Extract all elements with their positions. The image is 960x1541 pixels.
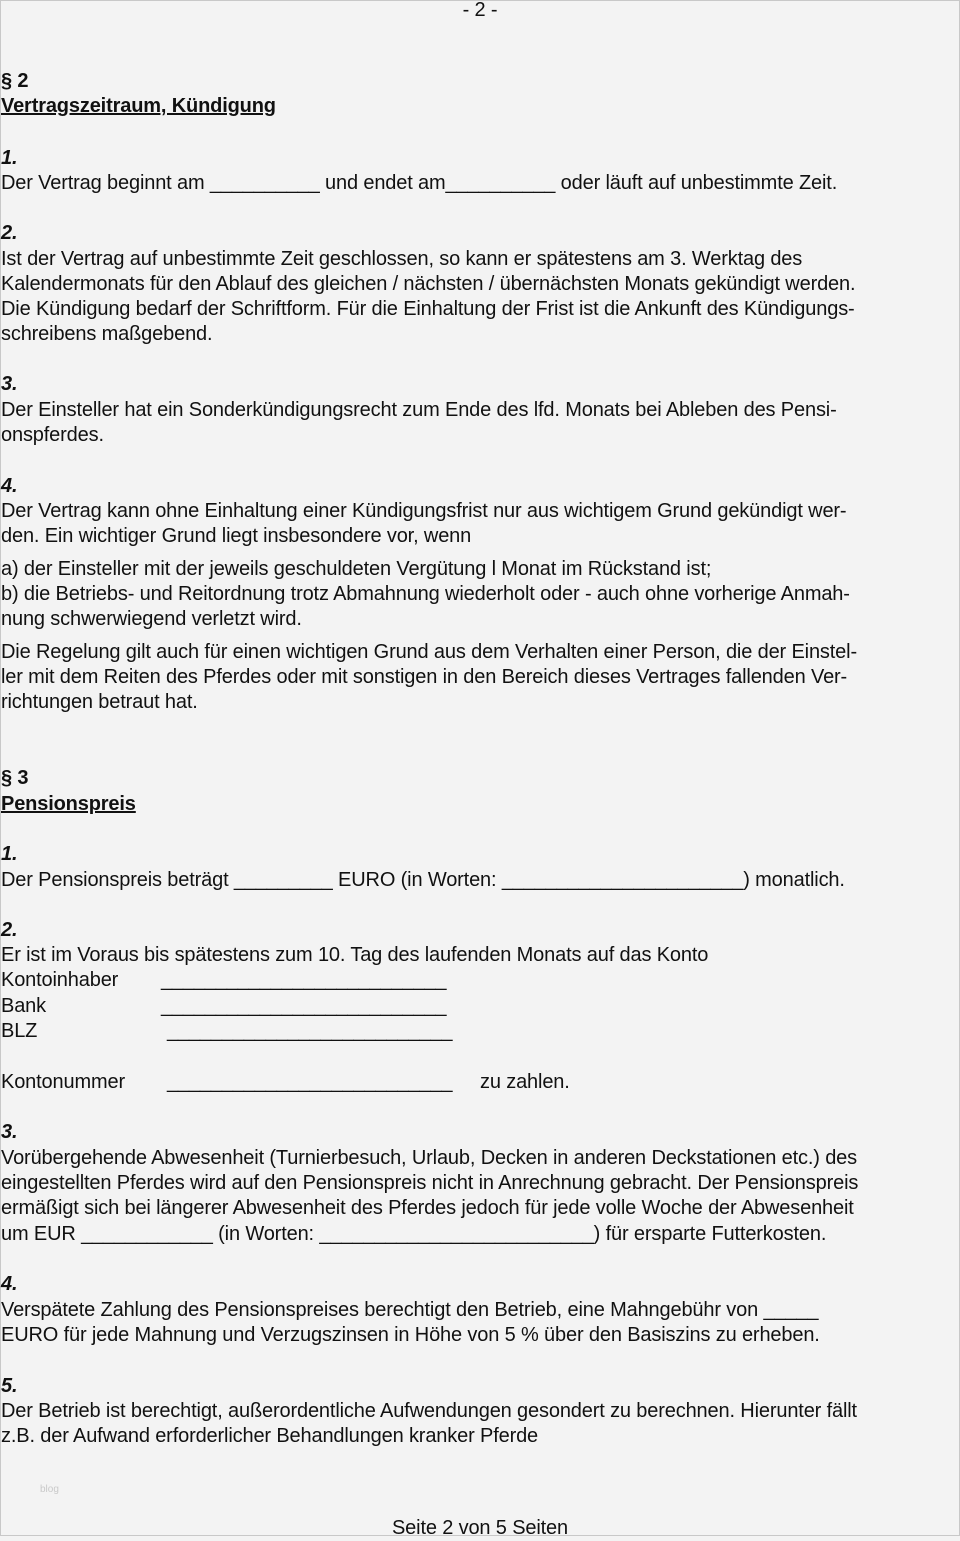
field-label-blz: BLZ bbox=[1, 1020, 38, 1042]
text-line: ermäßigt sich bei längerer Abwesenheit des Pferdes jedoch für jede volle Woche der Abwesenheit bbox=[1, 1197, 854, 1219]
text-line: Der Pensionspreis beträgt _________ EURO (in Worten: ______________________) monatlich. bbox=[1, 869, 845, 891]
text-line: Verspätete Zahlung des Pensionspreises berechtigt den Betrieb, eine Mahngebühr von _____ bbox=[1, 1299, 819, 1321]
page-footer: Seite 2 von 5 Seiten bbox=[391, 1517, 568, 1539]
section-number: § 3 bbox=[1, 767, 29, 789]
text-line: onspferdes. bbox=[1, 424, 104, 446]
text-line: Die Regelung gilt auch für einen wichtigen Grund aus dem Verhalten einer Person, die der Einstel- bbox=[1, 641, 857, 663]
field-label-kontonummer: Kontonummer bbox=[1, 1071, 125, 1093]
field-blank-blz: __________________________ bbox=[167, 1020, 453, 1042]
text-line: Der Einsteller hat ein Sonderkündigungsrecht zum Ende des lfd. Monats bei Ableben des Pensi- bbox=[1, 399, 837, 421]
field-blank-bank: __________________________ bbox=[161, 995, 447, 1017]
paragraph-number: 5. bbox=[1, 1375, 18, 1397]
text-line: z.B. der Aufwand erforderlicher Behandlungen kranker Pferde bbox=[1, 1425, 539, 1447]
paragraph-number: 4. bbox=[1, 475, 18, 497]
section-number: § 2 bbox=[1, 70, 29, 92]
field-blank-kontoinhaber: __________________________ bbox=[161, 969, 447, 991]
paragraph-number: 2. bbox=[1, 222, 18, 244]
text-line: Ist der Vertrag auf unbestimmte Zeit geschlossen, so kann er spätestens am 3. Werktag des bbox=[1, 248, 803, 270]
field-label-bank: Bank bbox=[1, 995, 46, 1017]
paragraph-number: 2. bbox=[1, 919, 18, 941]
paragraph-number: 1. bbox=[1, 147, 18, 169]
text-line: Der Betrieb ist berechtigt, außerordentliche Aufwendungen gesondert zu berechnen. Hierunter fällt bbox=[1, 1400, 857, 1422]
page-header: - 2 - bbox=[462, 0, 498, 21]
text-line: Vorübergehende Abwesenheit (Turnierbesuch, Urlaub, Decken in anderen Deckstationen etc.) des bbox=[1, 1147, 857, 1169]
field-suffix: zu zahlen. bbox=[480, 1071, 570, 1093]
paragraph-number: 3. bbox=[1, 373, 18, 395]
text-line: um EUR ____________ (in Worten: _________________________) für ersparte Futterkosten. bbox=[1, 1223, 827, 1245]
section-title: Pensionspreis bbox=[1, 793, 136, 815]
text-line: Kalendermonats für den Ablauf des gleichen / nächsten / übernächsten Monats gekündigt werden. bbox=[1, 273, 856, 295]
section-title: Vertragszeitraum, Kündigung bbox=[1, 95, 276, 117]
text-line: eingestellten Pferdes wird auf den Pensionspreis nicht in Anrechnung gebracht. Der Pensionspreis bbox=[1, 1172, 859, 1194]
text-line: Er ist im Voraus bis spätestens zum 10. Tag des laufenden Monats auf das Konto bbox=[1, 944, 709, 966]
text-line: b) die Betriebs- und Reitordnung trotz Abmahnung wiederholt oder - auch ohne vorherige Anmah- bbox=[1, 583, 850, 605]
text-line: den. Ein wichtiger Grund liegt insbesondere vor, wenn bbox=[1, 525, 472, 547]
paragraph-number: 4. bbox=[1, 1273, 18, 1295]
text-line: Der Vertrag beginnt am __________ und endet am__________ oder läuft auf unbestimmte Zeit. bbox=[1, 172, 838, 194]
paragraph-number: 3. bbox=[1, 1121, 18, 1143]
text-line: Der Vertrag kann ohne Einhaltung einer Kündigungsfrist nur aus wichtigem Grund gekündigt wer- bbox=[1, 500, 847, 522]
text-line: a) der Einsteller mit der jeweils geschuldeten Vergütung l Monat im Rückstand ist; bbox=[1, 558, 712, 580]
field-blank-kontonummer: __________________________ bbox=[167, 1071, 453, 1093]
paragraph-number: 1. bbox=[1, 843, 18, 865]
watermark: blog bbox=[40, 1484, 59, 1495]
field-label-kontoinhaber: Kontoinhaber bbox=[1, 969, 119, 991]
text-line: Die Kündigung bedarf der Schriftform. Für die Einhaltung der Frist ist die Ankunft des Kündigungs- bbox=[1, 298, 855, 320]
text-line: nung schwerwiegend verletzt wird. bbox=[1, 608, 302, 630]
text-line: EURO für jede Mahnung und Verzugszinsen in Höhe von 5 % über den Basiszins zu erheben. bbox=[1, 1324, 820, 1346]
text-line: ler mit dem Reiten des Pferdes oder mit sonstigen in den Bereich dieses Vertrages fallenden Ver- bbox=[1, 666, 848, 688]
text-line: schreibens maßgebend. bbox=[1, 323, 213, 345]
text-line: richtungen betraut hat. bbox=[1, 691, 198, 713]
